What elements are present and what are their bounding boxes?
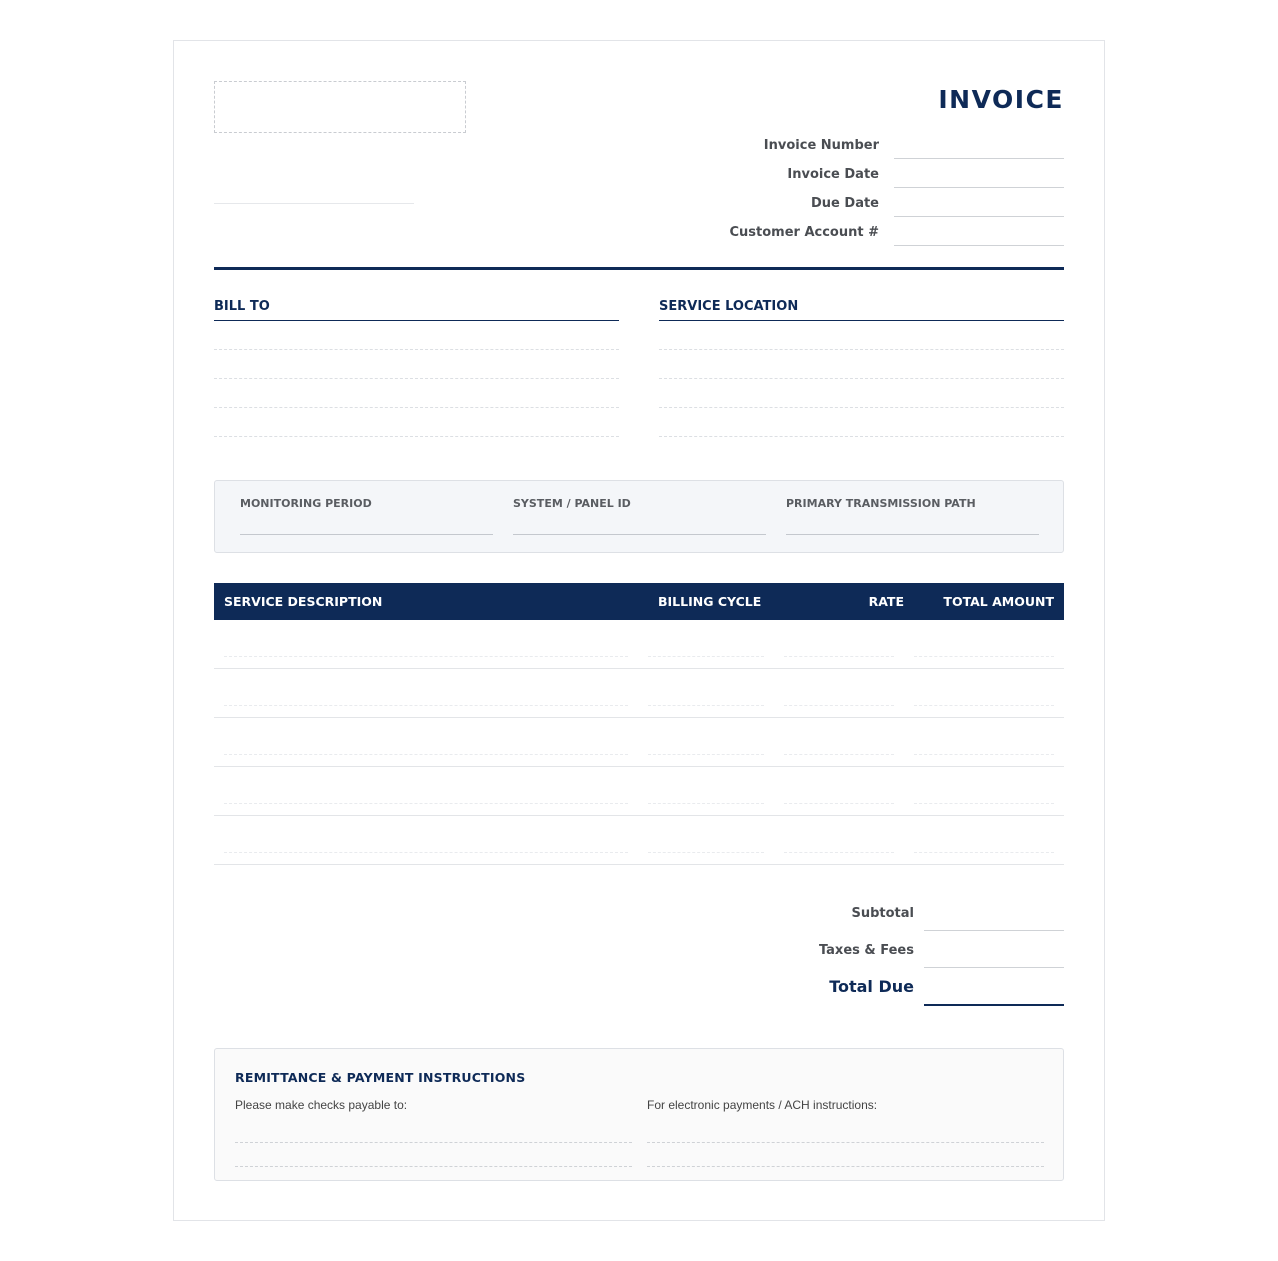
rate-cell[interactable] — [774, 767, 904, 815]
electronic-payment-group — [647, 1098, 1044, 1167]
service-location-heading: SERVICE LOCATION — [659, 299, 1064, 321]
invoice-date-row — [644, 159, 1064, 188]
table-row — [214, 816, 1064, 865]
taxes-row — [644, 931, 1064, 968]
subtotal-field[interactable] — [924, 894, 1064, 931]
invoice-number-row — [644, 130, 1064, 159]
customer-account-field[interactable] — [894, 217, 1064, 246]
description-cell[interactable] — [214, 718, 638, 766]
monitoring-info-panel — [214, 480, 1064, 553]
subtotal-row — [644, 894, 1064, 931]
description-cell[interactable] — [214, 767, 638, 815]
invoice-title: INVOICE — [938, 85, 1064, 114]
amount-cell[interactable] — [904, 620, 1064, 668]
header-divider — [214, 267, 1064, 270]
total-due-label: Total Due — [829, 977, 914, 996]
column-header-total-amount: TOTAL AMOUNT — [943, 594, 1054, 609]
invoice-number-label: Invoice Number — [763, 138, 879, 153]
table-row — [214, 669, 1064, 718]
taxes-label: Taxes & Fees — [818, 943, 914, 958]
description-cell[interactable] — [214, 620, 638, 668]
subtotal-label: Subtotal — [851, 906, 914, 921]
amount-cell[interactable] — [904, 669, 1064, 717]
checks-payable-label: Please make checks payable to: — [235, 1098, 408, 1112]
invoice-number-field[interactable] — [894, 130, 1064, 159]
bill-to-line[interactable] — [214, 321, 619, 350]
checks-group — [235, 1098, 632, 1167]
description-cell[interactable] — [214, 816, 638, 864]
rate-cell[interactable] — [774, 620, 904, 668]
description-cell[interactable] — [214, 669, 638, 717]
customer-account-label: Customer Account # — [729, 225, 879, 240]
service-location-line[interactable] — [659, 408, 1064, 437]
taxes-field[interactable] — [924, 931, 1064, 968]
electronic-payment-line[interactable] — [647, 1143, 1044, 1167]
service-location-line[interactable] — [659, 350, 1064, 379]
rate-cell[interactable] — [774, 669, 904, 717]
amount-cell[interactable] — [904, 767, 1064, 815]
service-location-line[interactable] — [659, 379, 1064, 408]
bill-to-heading: BILL TO — [214, 299, 619, 321]
remittance-title: REMITTANCE & PAYMENT INSTRUCTIONS — [235, 1070, 526, 1085]
rate-cell[interactable] — [774, 718, 904, 766]
customer-account-row — [644, 217, 1064, 246]
column-header-rate: RATE — [868, 594, 904, 609]
remittance-section — [214, 1048, 1064, 1181]
panel-id-field[interactable] — [513, 534, 766, 535]
bill-to-line[interactable] — [214, 350, 619, 379]
checks-payable-line[interactable] — [235, 1143, 632, 1167]
panel-id-label: SYSTEM / PANEL ID — [513, 497, 631, 510]
billing-cycle-cell[interactable] — [638, 767, 774, 815]
table-row — [214, 767, 1064, 816]
due-date-label: Due Date — [811, 196, 879, 211]
due-date-row — [644, 188, 1064, 217]
panel-id-group — [513, 497, 766, 535]
electronic-payment-line[interactable] — [647, 1112, 1044, 1143]
billing-cycle-cell[interactable] — [638, 669, 774, 717]
monitoring-period-group — [240, 497, 493, 535]
service-table — [214, 583, 1064, 865]
transmission-path-group — [786, 497, 1039, 535]
logo-placeholder[interactable] — [214, 81, 466, 133]
checks-payable-line[interactable] — [235, 1112, 632, 1143]
electronic-payment-label: For electronic payments / ACH instructions: — [647, 1098, 878, 1112]
table-row — [214, 620, 1064, 669]
due-date-field[interactable] — [894, 188, 1064, 217]
invoice-date-label: Invoice Date — [787, 167, 879, 182]
invoice-date-field[interactable] — [894, 159, 1064, 188]
rate-cell[interactable] — [774, 816, 904, 864]
billing-cycle-cell[interactable] — [638, 816, 774, 864]
total-due-field[interactable] — [924, 969, 1064, 1006]
service-location-section — [659, 299, 1064, 437]
bill-to-section — [214, 299, 619, 437]
monitoring-period-label: MONITORING PERIOD — [240, 497, 372, 510]
monitoring-period-field[interactable] — [240, 534, 493, 535]
billing-cycle-cell[interactable] — [638, 620, 774, 668]
service-location-line[interactable] — [659, 321, 1064, 350]
table-row — [214, 718, 1064, 767]
bill-to-line[interactable] — [214, 379, 619, 408]
amount-cell[interactable] — [904, 816, 1064, 864]
column-header-description: SERVICE DESCRIPTION — [224, 594, 383, 609]
column-header-billing-cycle: BILLING CYCLE — [658, 594, 762, 609]
bill-to-line[interactable] — [214, 408, 619, 437]
company-name-field[interactable] — [214, 203, 414, 204]
invoice-page — [173, 40, 1105, 1221]
transmission-path-field[interactable] — [786, 534, 1039, 535]
table-header — [214, 583, 1064, 620]
transmission-path-label: PRIMARY TRANSMISSION PATH — [786, 497, 976, 510]
total-due-row — [644, 969, 1064, 1006]
amount-cell[interactable] — [904, 718, 1064, 766]
billing-cycle-cell[interactable] — [638, 718, 774, 766]
